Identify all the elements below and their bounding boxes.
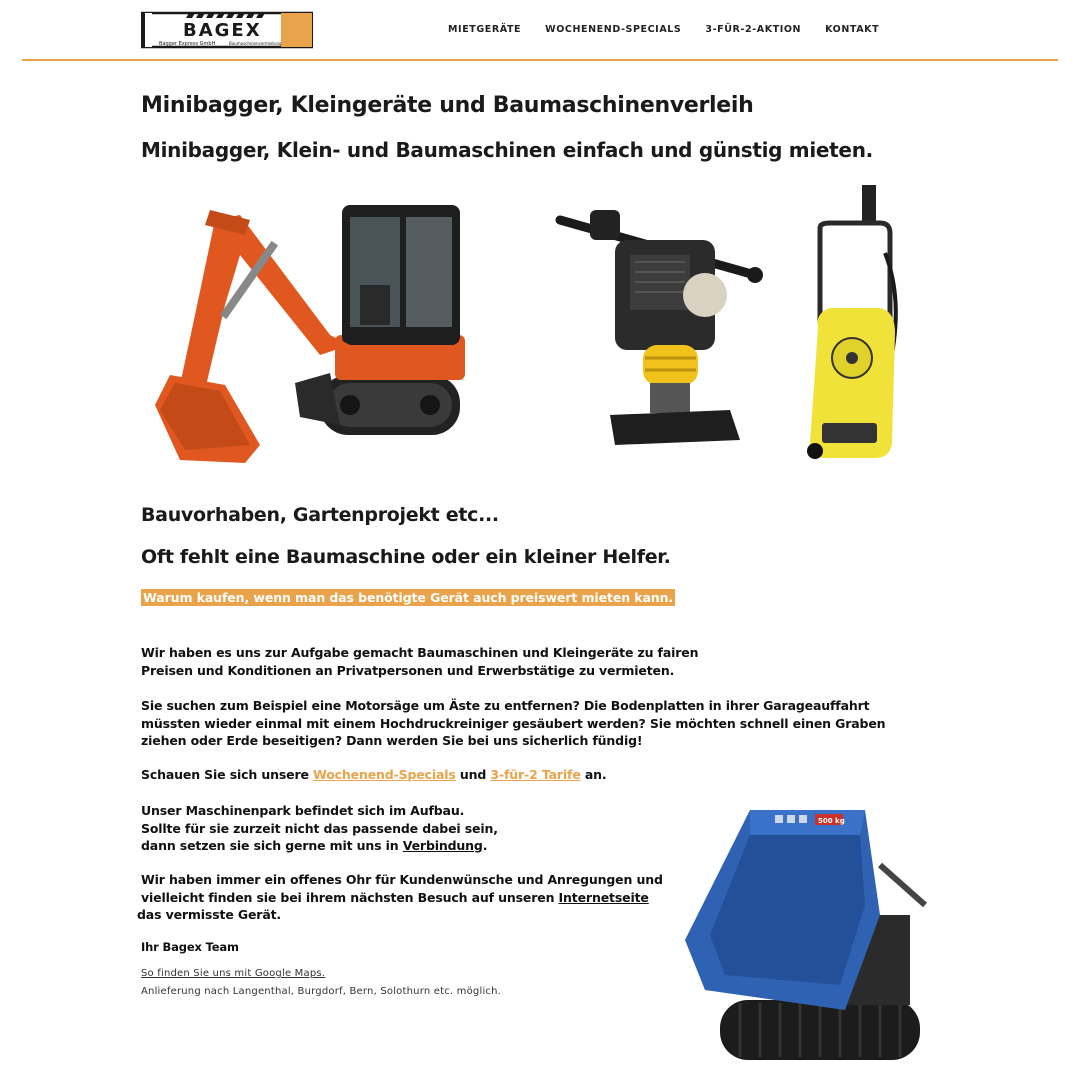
machine-park-paragraph: Unser Maschinenpark befindet sich im Aufbau. Sollte für sie zurzeit nicht das passende dabei sein, dann setzen sie sich gerne mit uns in Verbindung.: [141, 803, 498, 853]
offers-paragraph: Schauen Sie sich unsere Wochenend-Specials und 3-für-2 Tarife an.: [141, 767, 607, 782]
heading-helper: Oft fehlt eine Baumaschine oder ein kleiner Helfer.: [141, 546, 671, 568]
pressure-washer-image: [800, 183, 905, 463]
page-title: Minibagger, Kleingeräte und Baumaschinenverleih: [141, 93, 754, 118]
delivery-note: Anlieferung nach Langenthal, Burgdorf, Bern, Solothurn etc. möglich.: [141, 986, 502, 997]
svg-text:500 kg: 500 kg: [818, 817, 845, 825]
bagex-logo[interactable]: [141, 11, 313, 49]
nav-mietgeraete[interactable]: MIETGERÄTE: [448, 24, 522, 35]
heading-projects: Bauvorhaben, Gartenprojekt etc...: [141, 504, 499, 526]
wochenend-specials-link[interactable]: Wochenend-Specials: [313, 767, 456, 782]
nav-kontakt[interactable]: KONTAKT: [825, 24, 880, 35]
svg-text:Bagger Express GmbH: Bagger Express GmbH: [159, 41, 216, 47]
page-subtitle: Minibagger, Klein- und Baumaschinen einfach und günstig mieten.: [141, 138, 873, 162]
site-header: [0, 0, 1080, 62]
signature: Ihr Bagex Team: [141, 940, 239, 954]
main-nav: [448, 22, 903, 37]
vibratory-rammer-image: [555, 200, 770, 455]
mini-excavator-image: [150, 195, 480, 475]
intro-paragraph: Wir haben es uns zur Aufgabe gemacht Baumaschinen und Kleingeräte zu fairen Preisen und Konditionen an Privatpersonen und Erwerbstätige zu vermieten.: [141, 645, 699, 678]
highlight-banner: Warum kaufen, wenn man das benötigte Gerät auch preiswert mieten kann.: [143, 590, 674, 605]
contact-link[interactable]: Verbindung: [402, 838, 483, 853]
svg-text:Baumaschinenvermietung: Baumaschinenvermietung: [229, 41, 282, 46]
three-for-two-link[interactable]: 3-für-2 Tarife: [490, 767, 581, 782]
examples-paragraph: Sie suchen zum Beispiel eine Motorsäge um Äste zu entfernen? Die Bodenplatten in ihrer Garageauffahrt müssten wieder einmal mit einem Hochdruckreiniger gesäubert werden? Sie möchten schnell einen Graben ziehen oder Erde beseitigen? Dann werden Sie bei uns sicherlich fündig!: [141, 698, 886, 748]
nav-wochenend-specials[interactable]: WOCHENEND-SPECIALS: [545, 24, 682, 35]
nav-3-fuer-2-aktion[interactable]: 3-FÜR-2-AKTION: [705, 24, 802, 35]
header-divider: [22, 59, 1058, 61]
website-link[interactable]: Internetseite: [558, 889, 649, 905]
google-maps-link[interactable]: So finden Sie uns mit Google Maps.: [141, 968, 326, 979]
mini-dumper-image: [680, 805, 935, 1075]
svg-text:BAGEX: BAGEX: [183, 20, 262, 41]
feedback-paragraph: Wir haben immer ein offenes Ohr für Kundenwünsche und Anregungen und vielleicht finden sie bei ihrem nächsten Besuch auf unseren Internetseite das vermisste Gerät.: [137, 872, 663, 922]
